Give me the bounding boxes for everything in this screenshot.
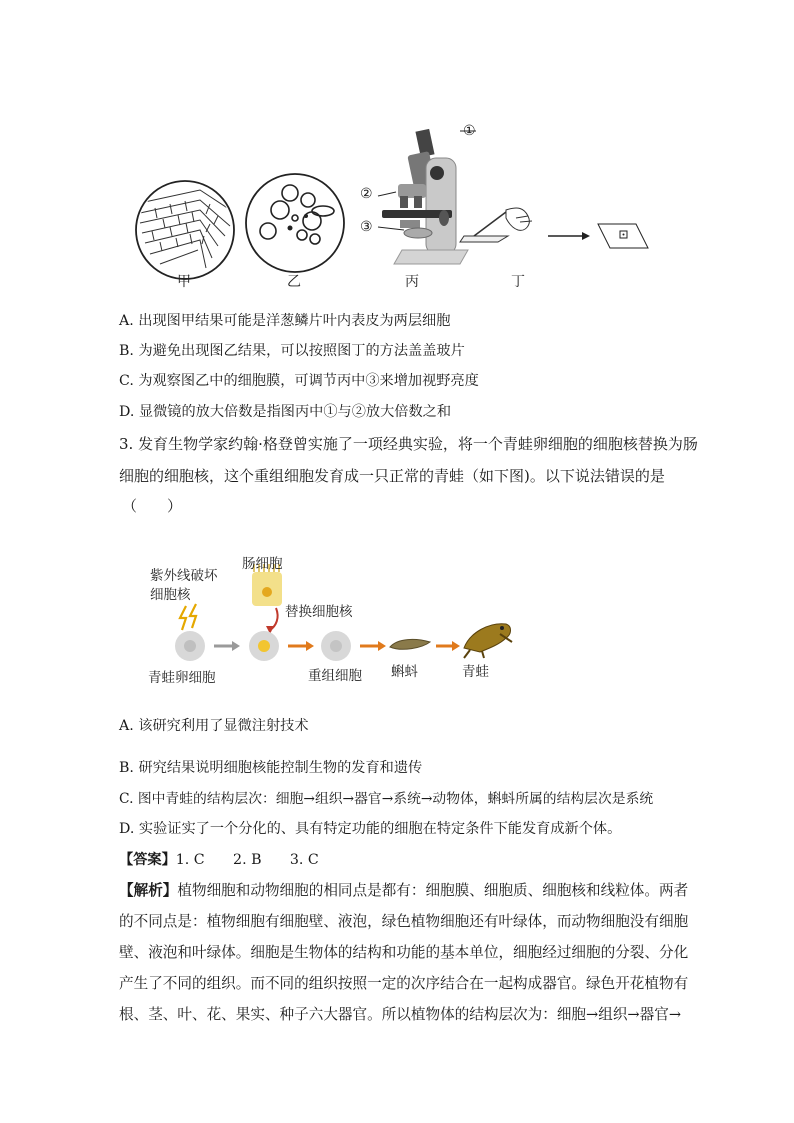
analysis-line1	[119, 881, 688, 901]
label-tadpole: 蝌蚪	[391, 664, 418, 680]
figure-nuclear-transfer	[140, 548, 540, 688]
label-yi: 乙	[287, 274, 301, 290]
q2-option-a: A. 出现图甲结果可能是洋葱鳞片叶内表皮为两层细胞	[119, 313, 451, 329]
q3-stem-line2: 细胞的细胞核，这个重组细胞发育成一只正常的青蛙（如下图)。以下说法错误的是	[119, 467, 665, 485]
analysis-line2: 的不同点是：植物细胞有细胞壁、液泡，绿色植物细胞还有叶绿体，而动物细胞没有细胞	[119, 913, 689, 930]
analysis-line3: 壁、液泡和叶绿体。细胞是生物体的结构和功能的基本单位，细胞经过细胞的分裂、分化	[119, 944, 689, 961]
answer-label: 【答案】	[119, 852, 176, 868]
q2-option-d: D. 显微镜的放大倍数是指图丙中①与②放大倍数之和	[119, 404, 452, 420]
label-ding: 丁	[511, 274, 525, 290]
label-jia: 甲	[177, 274, 191, 290]
cell-layer-diagram	[136, 181, 235, 279]
label-egg-cell: 青蛙卵细胞	[148, 670, 216, 686]
q3-stem-line3: （ ）	[122, 497, 183, 515]
analysis-line5: 根、茎、叶、花、果实、种子六大器官。所以植物体的结构层次为：细胞→组织→器官→	[119, 1006, 682, 1023]
q2-option-c: C. 为观察图乙中的细胞膜，可调节丙中③来增加视野亮度	[119, 373, 479, 389]
q3-option-d: D. 实验证实了一个分化的、具有特定功能的细胞在特定条件下能发育成新个体。	[119, 821, 622, 837]
coverslip-diagram	[460, 208, 648, 248]
marker-3: ③	[360, 219, 373, 235]
label-replace-nucleus: 替换细胞核	[285, 604, 353, 620]
answer-text: 1. C 2. B 3. C	[175, 852, 319, 868]
marker-2: ②	[360, 186, 373, 202]
answer-line	[119, 850, 319, 870]
q3-option-c: C. 图中青蛙的结构层次：细胞→组织→器官→系统→动物体，蝌蚪所属的结构层次是系统	[119, 791, 654, 807]
q3-option-a: A. 该研究利用了显微注射技术	[119, 718, 309, 734]
air-bubble-diagram	[246, 174, 344, 272]
label-bing: 丙	[405, 274, 419, 290]
q2-option-b: B. 为避免出现图乙结果，可以按照图丁的方法盖盖玻片	[119, 343, 465, 359]
q3-stem-line1: 3. 发育生物学家约翰·格登曾实施了一项经典实验，将一个青蛙卵细胞的细胞核替换为肠	[119, 435, 698, 453]
label-intestine-cell: 肠细胞	[242, 556, 283, 572]
microscope	[378, 129, 476, 264]
analysis-line4: 产生了不同的组织。而不同的组织按照一定的次序结合在一起构成器官。绿色开花植物有	[119, 975, 689, 992]
figure-microscopy	[130, 118, 680, 298]
analysis-label: 【解析】	[119, 882, 178, 899]
q3-option-b: B. 研究结果说明细胞核能控制生物的发育和遗传	[119, 760, 423, 776]
label-uv-line1: 紫外线破坏	[150, 568, 218, 584]
analysis-first: 植物细胞和动物细胞的相同点是都有：细胞膜、细胞质、细胞核和线粒体。两者	[177, 882, 689, 899]
label-frog: 青蛙	[462, 664, 489, 680]
label-uv-line2: 细胞核	[150, 587, 191, 603]
marker-1: ①	[463, 123, 476, 139]
label-recombined-cell: 重组细胞	[308, 668, 362, 684]
